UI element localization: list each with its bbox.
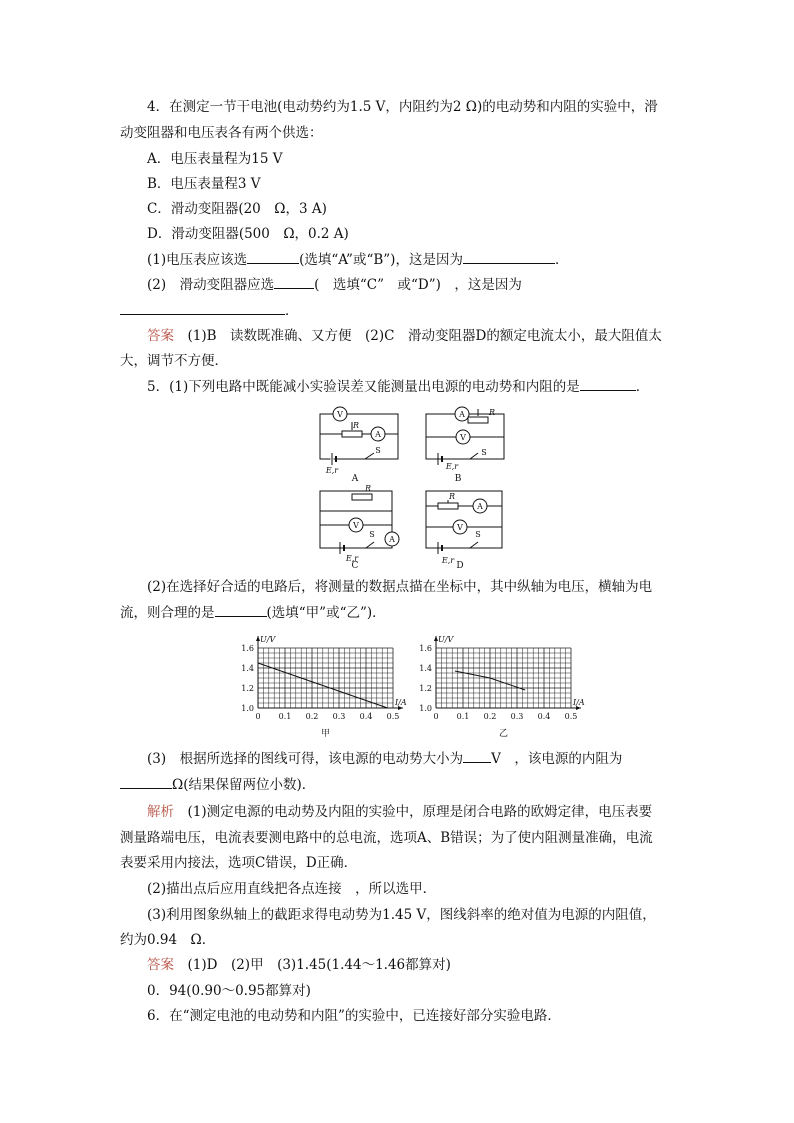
q4-option-a: A．电压表量程为15 V (147, 151, 283, 167)
x-tick-label: 0.5 (564, 712, 578, 721)
q5-analysis-text: (1)测定电源的电动势及内阻的实验中，原理是闭合电路的欧姆定律，电压表要 (174, 804, 653, 820)
q6-stem: 6．在“测定电池的电动势和内阻”的实验中，已连接好部分实验电路． (147, 1008, 561, 1024)
x-tick-label: 0.2 (305, 712, 319, 721)
source-label: E,r (441, 556, 455, 565)
q4-option-d: D．滑动变阻器(500 Ω，0.2 A) (147, 226, 349, 242)
resistor-label: R (352, 421, 360, 430)
q4-sub1-text: (1)电压表应该选 (147, 252, 248, 268)
q4-sub1 (147, 251, 568, 269)
x-axis-label: I/A (573, 698, 585, 707)
q4-sub2-text: (2) 滑动变阻器应选 (147, 277, 275, 293)
voltmeter-label: V (460, 433, 466, 442)
y-tick-label: 1.0 (241, 704, 254, 713)
ammeter-label: A (459, 410, 465, 419)
q4-answer-line1 (147, 327, 662, 345)
x-tick-label: 0 (433, 712, 439, 721)
answer-label: 答案 (147, 957, 174, 973)
graph-caption: 乙 (498, 729, 509, 739)
q4-stem-line2: 动变阻器和电压表各有两个供选： (120, 125, 323, 141)
x-tick-label: 0.2 (483, 712, 497, 721)
q5-answer-line1 (147, 956, 451, 974)
circuit-c-caption: C (351, 561, 359, 568)
answer-blank (215, 604, 267, 617)
x-tick-label: 0.4 (359, 712, 373, 721)
q5-analysis-line6: 约为0.94 Ω． (120, 932, 216, 948)
q4-option-b: B．电压表量程3 V (147, 176, 261, 192)
x-tick-label: 0.1 (278, 712, 292, 721)
resistor-label: R (488, 408, 496, 417)
source-label: E,r (445, 462, 459, 471)
graph-caption: 甲 (320, 729, 331, 739)
voltmeter-label: V (337, 410, 343, 419)
y-tick-label: 1.6 (241, 644, 254, 653)
circuit-d-caption: D (456, 561, 464, 568)
q5-stem-end: ． (635, 379, 650, 395)
answer-blank (120, 776, 172, 789)
q5-answer-text: (1)D (2)甲 (3)1.45(1.44～1.46都算对) (174, 957, 451, 973)
q5-answer-line2: 0．94(0.90～0.95都算对) (147, 983, 311, 999)
y-tick-label: 1.2 (241, 684, 254, 693)
q5-analysis-line4: (2)描出点后应用直线把各点连接 ，所以选甲． (147, 881, 437, 897)
y-axis-label: U/V (438, 635, 454, 644)
q5-part2-line1: (2)在选择好合适的电路后，将测量的数据点描在坐标中，其中纵轴为电压，横轴为电 (147, 579, 653, 595)
x-tick-label: 0.5 (386, 712, 400, 721)
circuit-b-caption: B (454, 474, 462, 484)
q5-part2-text2: (选填“甲”或“乙”)． (266, 605, 386, 621)
y-tick-label: 1.4 (241, 664, 254, 673)
source-label: E,r (345, 554, 359, 563)
circuit-a-caption: A (351, 474, 359, 484)
q5-part3-text: (3) 根据所选择的图线可得，该电源的电动势大小为 (147, 751, 464, 767)
q4-option-c: C．滑动变阻器(20 Ω，3 A) (147, 201, 327, 217)
q4-sub2-end: ． (285, 303, 299, 319)
q4-answer-text: (1)B 读数既准确、又方便 (2)C 滑动变阻器D的额定电流太小，最大阻值太 (174, 328, 662, 344)
x-axis-label: I/A (395, 698, 407, 707)
answer-blank (580, 378, 636, 391)
answer-blank (247, 251, 299, 264)
q5-part3-line1 (147, 750, 622, 768)
y-tick-label: 1.4 (419, 664, 432, 673)
answer-label: 答案 (147, 328, 174, 344)
graph-jia (241, 635, 407, 739)
q4-sub2-text2: ( 选填“C” 或“D”) ，这是因为 (314, 277, 522, 293)
q5-part3-text2: V ，该电源的内阻为 (491, 751, 623, 767)
q5-stem (147, 378, 649, 396)
circuit-a (320, 407, 398, 465)
switch-label: S (481, 448, 487, 457)
x-tick-label: 0.1 (456, 712, 470, 721)
x-tick-label: 0.3 (332, 712, 346, 721)
q5-stem-text: 5．(1)下列电路中既能减小实验误差又能测量出电源的电动势和内阻的是 (147, 379, 580, 395)
q5-part3-text3: Ω(结果保留两位小数)． (172, 777, 316, 793)
ammeter-label: A (375, 430, 381, 439)
q4-sub2 (147, 276, 522, 294)
switch-label: S (375, 446, 381, 455)
q5-part2-text: 流，则合理的是 (120, 605, 215, 621)
y-axis-label: U/V (260, 635, 276, 644)
source-label: E,r (325, 466, 339, 475)
x-tick-label: 0 (255, 712, 261, 721)
q4-answer-line2: 大，调节不方便． (120, 353, 228, 369)
x-tick-label: 0.4 (537, 712, 551, 721)
analysis-label: 解析 (147, 804, 174, 820)
resistor-label: R (364, 484, 372, 493)
y-tick-label: 1.6 (419, 644, 432, 653)
q5-analysis-line1 (147, 803, 652, 821)
graphs-figure (228, 626, 588, 744)
answer-blank (274, 276, 314, 289)
q5-analysis-line3: 表要采用内接法，选项C错误，D正确． (120, 855, 358, 871)
resistor-label: R (448, 492, 456, 501)
ammeter-label: A (477, 502, 483, 511)
ammeter-label: A (389, 535, 395, 544)
q4-sub2-line2 (120, 302, 299, 320)
switch-label: S (369, 530, 375, 539)
switch-label: S (475, 530, 481, 539)
circuit-diagrams (310, 403, 510, 568)
y-tick-label: 1.0 (419, 704, 432, 713)
circuit-d (426, 491, 502, 554)
answer-blank (463, 251, 555, 264)
voltmeter-label: V (457, 523, 463, 532)
answer-blank (463, 750, 491, 763)
q5-part2-line2 (120, 604, 386, 622)
q5-analysis-line5: (3)利用图象纵轴上的截距求得电动势为1.45 V，图线斜率的绝对值为电源的内阻值， (147, 907, 656, 923)
circuit-c (320, 491, 399, 554)
q4-sub1-text2: (选填“A”或“B”)，这是因为 (299, 252, 463, 268)
q5-part3-line2 (120, 776, 315, 794)
voltmeter-label: V (353, 521, 359, 530)
q4-stem-line1: 4．在测定一节干电池(电动势约为1.5 V，内阻约为2 Ω)的电动势和内阻的实验中，滑 (147, 99, 658, 115)
graph-yi (419, 635, 585, 739)
y-tick-label: 1.2 (419, 684, 432, 693)
x-tick-label: 0.3 (510, 712, 524, 721)
q5-analysis-line2: 测量路端电压，电流表要测电路中的总电流，选项A、B错误；为了使内阻测量准确，电流 (120, 830, 653, 846)
q4-sub1-end: ． (554, 252, 569, 268)
answer-blank (120, 302, 285, 315)
